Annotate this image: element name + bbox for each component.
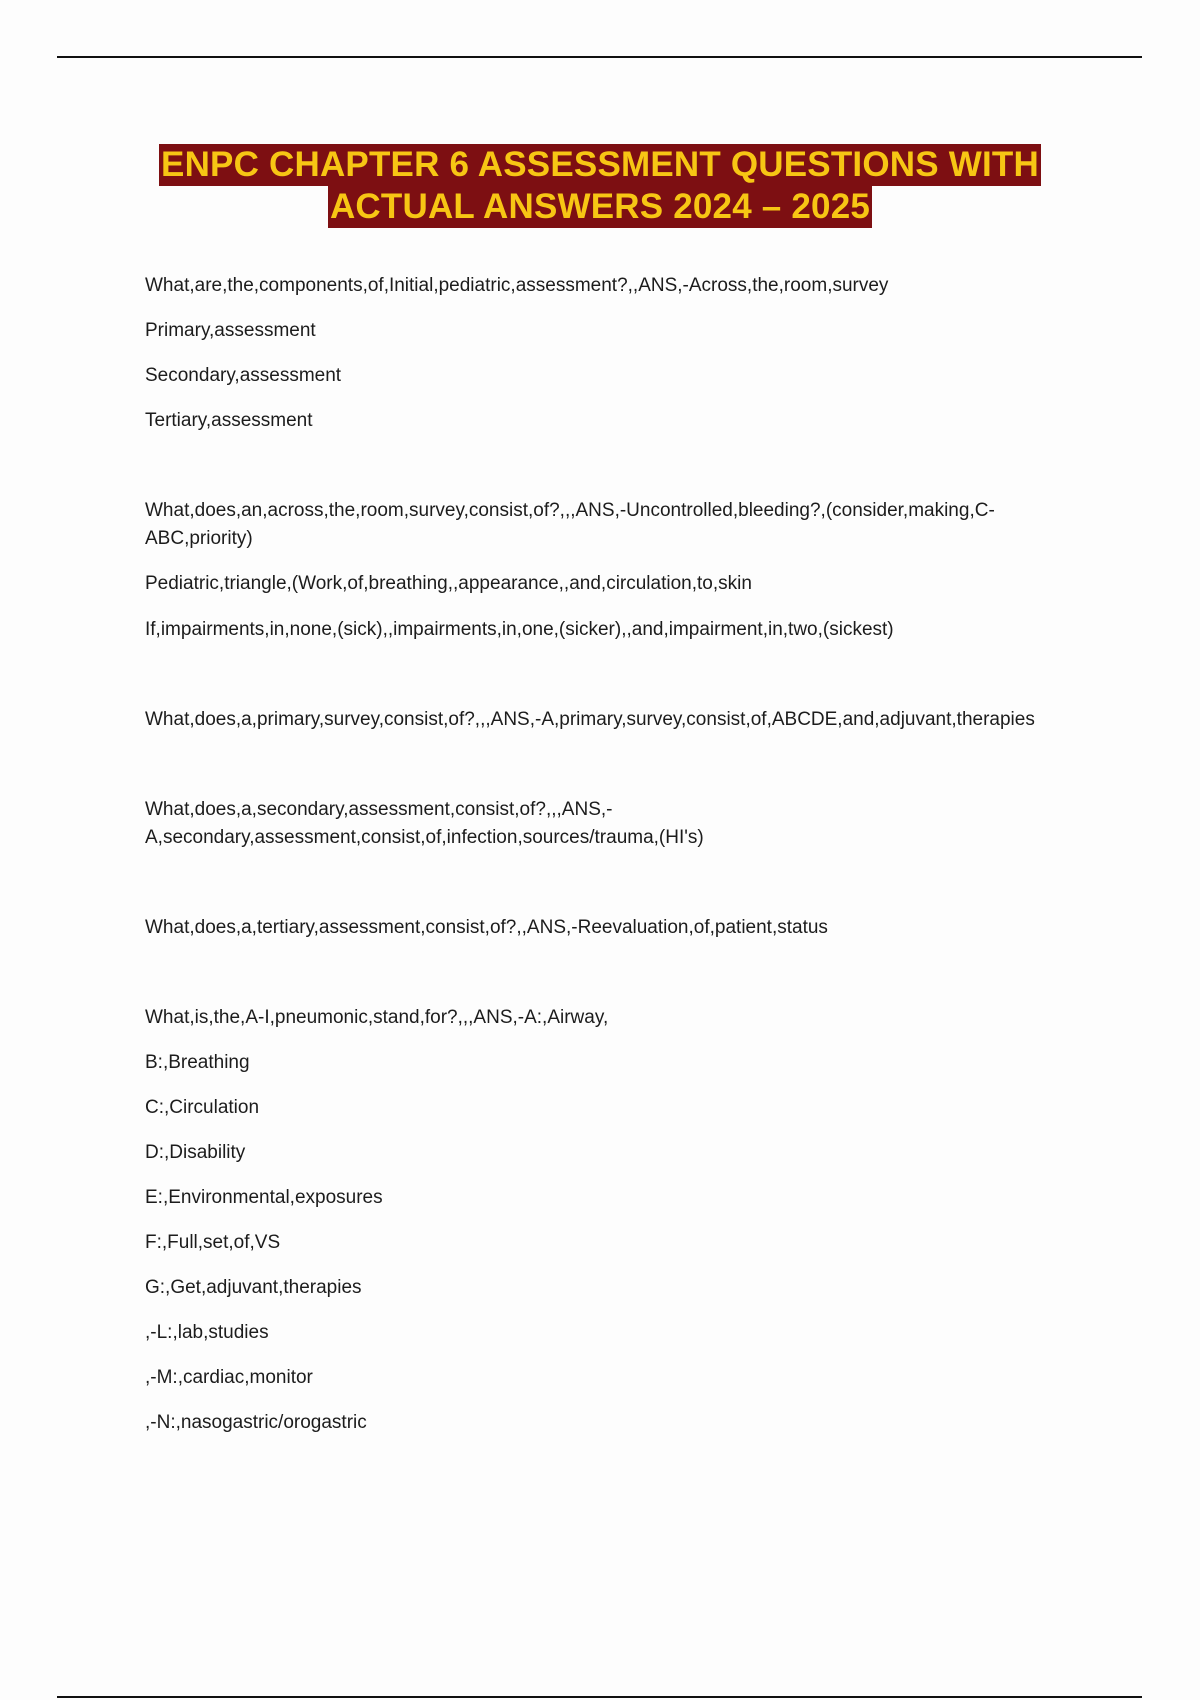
question-text-continued: A,secondary,assessment,consist,of,infection,sources/trauma,(HI's) — [145, 827, 704, 848]
qa-block-5 — [145, 914, 1085, 942]
question-text: What,does,a,primary,survey,consist,of?,,,ANS,-A,primary,survey,consist,of,ABCDE,and,adjuvant,therapies — [145, 709, 1035, 730]
list-item: D:,Disability — [145, 1142, 246, 1163]
spacer — [145, 734, 1085, 796]
footer-rule — [57, 1696, 1142, 1698]
title-line-2: ACTUAL ANSWERS 2024 – 2025 — [329, 187, 871, 226]
spacer — [145, 435, 1085, 497]
answer-line: Tertiary,assessment — [145, 410, 313, 431]
document-body — [145, 272, 1085, 1437]
question-text: What,does,an,across,the,room,survey,consist,of?,,,ANS,-Uncontrolled,bleeding?,(consider,making,C- — [145, 500, 995, 521]
document-title — [100, 144, 1100, 228]
list-item: C:,Circulation — [145, 1097, 260, 1118]
answer-line: Pediatric,triangle,(Work,of,breathing,,appearance,,and,circulation,to,skin — [145, 573, 752, 594]
title-line-1: ENPC CHAPTER 6 ASSESSMENT QUESTIONS WITH — [161, 145, 1039, 184]
list-item: F:,Full,set,of,VS — [145, 1232, 281, 1253]
list-item: ,-N:,nasogastric/orogastric — [145, 1412, 367, 1433]
qa-block-3 — [145, 706, 1085, 734]
spacer — [145, 644, 1085, 706]
qa-block-2 — [145, 497, 1085, 644]
qa-block-6 — [145, 1004, 1085, 1437]
question-text: What,does,a,tertiary,assessment,consist,of?,,ANS,-Reevaluation,of,patient,status — [145, 917, 828, 938]
qa-block-4 — [145, 796, 1085, 852]
list-item: ,-L:,lab,studies — [145, 1322, 269, 1343]
spacer — [145, 852, 1085, 914]
question-text: What,are,the,components,of,Initial,pediatric,assessment?,,ANS,-Across,the,room,survey — [145, 275, 889, 296]
answer-line: If,impairments,in,none,(sick),,impairments,in,one,(sicker),,and,impairment,in,two,(sickest) — [145, 619, 894, 640]
header-rule — [57, 56, 1142, 58]
list-item: E:,Environmental,exposures — [145, 1187, 383, 1208]
question-text-continued: ABC,priority) — [145, 528, 253, 549]
answer-line: Primary,assessment — [145, 320, 316, 341]
question-text: What,is,the,A-I,pneumonic,stand,for?,,,ANS,-A:,Airway, — [145, 1007, 609, 1028]
answer-line: Secondary,assessment — [145, 365, 342, 386]
list-item: ,-M:,cardiac,monitor — [145, 1367, 313, 1388]
question-text: What,does,a,secondary,assessment,consist,of?,,,ANS,- — [145, 799, 613, 820]
spacer — [145, 942, 1085, 1004]
list-item: G:,Get,adjuvant,therapies — [145, 1277, 362, 1298]
qa-block-1 — [145, 272, 1085, 435]
list-item: B:,Breathing — [145, 1052, 250, 1073]
